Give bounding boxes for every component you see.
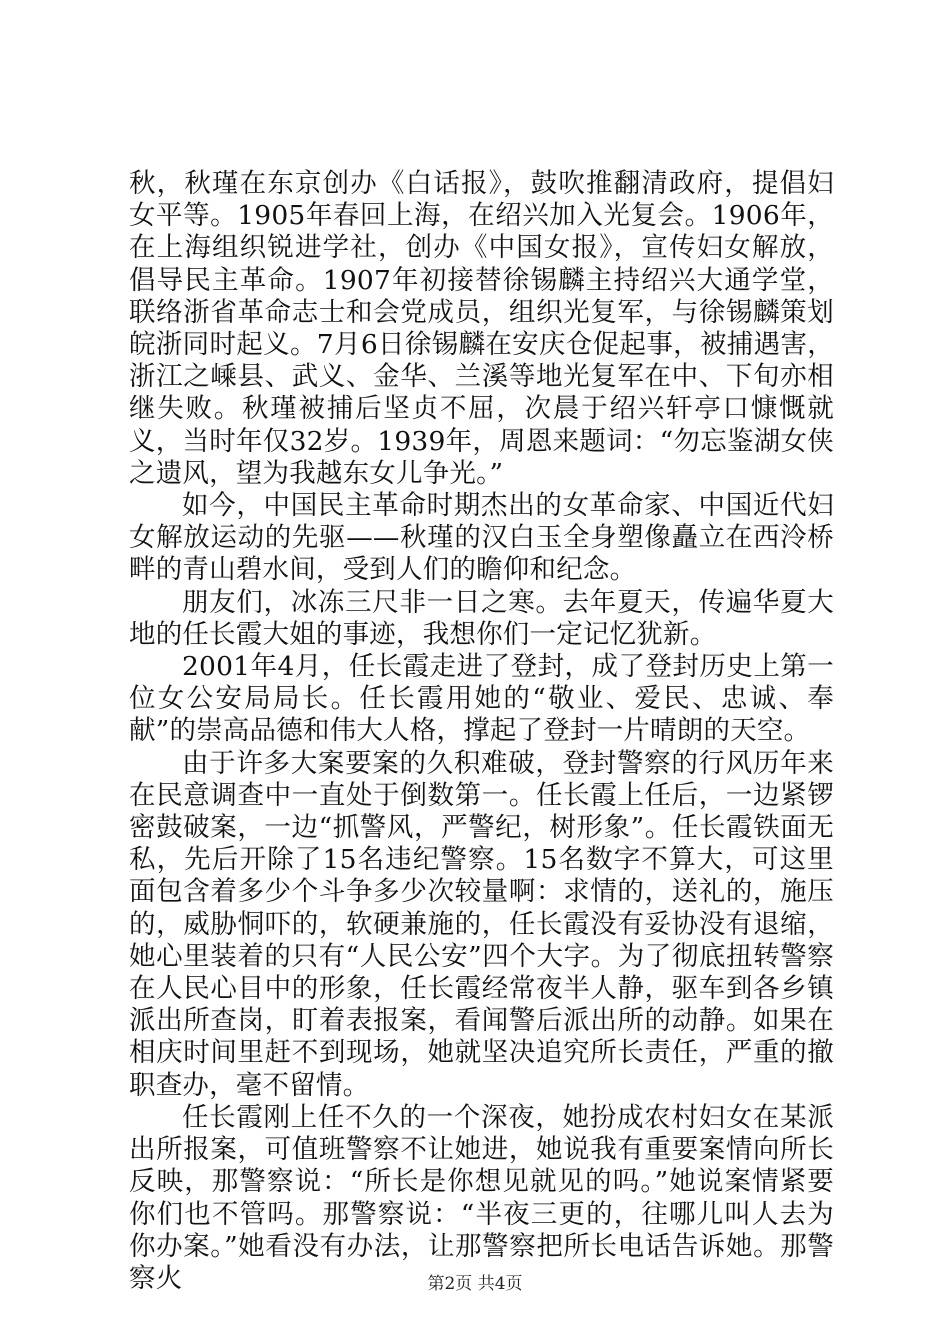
paragraph-friends-intro: 朋友们，冰冻三尺非一日之寒。去年夏天，传遍华夏大地的任长霞大姐的事迹，我想你们一定记忆犹新。	[129, 586, 834, 650]
document-body	[129, 168, 834, 1295]
page-number: 第2页 共4页	[427, 1274, 523, 1294]
page-footer	[0, 1273, 950, 1295]
paragraph-night-inspection: 任长霞刚上任不久的一个深夜，她扮成农村妇女在某派出所报案，可值班警察不让她进，她说我有重要案情向所长反映，那警察说：“所长是你想见就见的吗。”她说案情紧要你们也不管吗。那警察说：“半夜三更的，往哪儿叫人去为你办案。”她看没有办法，让那警察把所长电话告诉她。那警察火	[129, 1101, 834, 1294]
paragraph-police-reform: 由于许多大案要案的久积难破，登封警察的行风历年来在民意调查中一直处于倒数第一。任长霞上任后，一边紧锣密鼓破案，一边“抓警风，严警纪，树形象”。任长霞铁面无私，先后开除了15名违纪警察。15名数字不算大，可这里面包含着多少个斗争多少次较量啊：求情的，送礼的，施压的，威胁恫吓的，软硬兼施的，任长霞没有妥协没有退缩，她心里装着的只有“人民公安”四个大字。为了彻底扭转警察在人民心目中的形象，任长霞经常夜半人静，驱车到各乡镇派出所查岗，盯着表报案，看闻警后派出所的动静。如果在相庆时间里赶不到现场，她就坚决追究所长责任，严重的撤职查办，毫不留情。	[129, 747, 834, 1101]
paragraph-renchangxia-dengfeng: 2001年4月，任长霞走进了登封，成了登封历史上第一位女公安局局长。任长霞用她的“敬业、爱民、忠诚、奉献”的崇高品德和伟大人格，撑起了登封一片晴朗的天空。	[129, 651, 834, 747]
paragraph-qiujin-biography: 秋，秋瑾在东京创办《白话报》，鼓吹推翻清政府，提倡妇女平等。1905年春回上海，在绍兴加入光复会。1906年，在上海组织锐进学社，创办《中国女报》，宣传妇女解放，倡导民主革命。1907年初接替徐锡麟主持绍兴大通学堂，联络浙省革命志士和会党成员，组织光复军，与徐锡麟策划皖浙同时起义。7月6日徐锡麟在安庆仓促起事，被捕遇害，浙江之嵊县、武义、金华、兰溪等地光复军在中、下旬亦相继失败。秋瑾被捕后坚贞不屈，次晨于绍兴轩亭口慷慨就义，当时年仅32岁。1939年，周恩来题词：“勿忘鉴湖女侠之遗风，望为我越东女儿争光。”	[129, 168, 834, 489]
paragraph-qiujin-statue: 如今，中国民主革命时期杰出的女革命家、中国近代妇女解放运动的先驱——秋瑾的汉白玉全身塑像矗立在西泠桥畔的青山碧水间，受到人们的瞻仰和纪念。	[129, 490, 834, 586]
